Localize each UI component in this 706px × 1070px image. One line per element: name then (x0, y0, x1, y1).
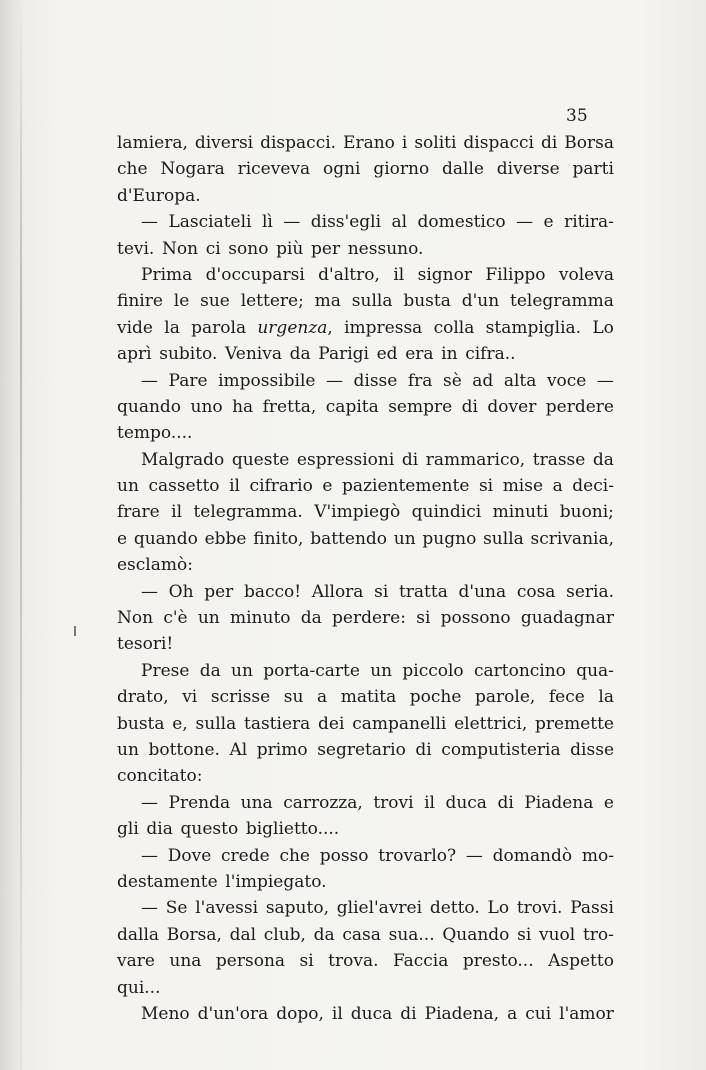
text-line: d'Europa. (117, 185, 201, 206)
text-line: tesori! (117, 634, 174, 655)
text-line: Non c'è un minuto da perdere: si possono guadagnar (117, 608, 614, 629)
text-line: tempo.... (117, 423, 193, 444)
text-line: drato, vi scrisse su a matita poche parole, fece la (117, 687, 614, 708)
text-line: busta e, sulla tastiera dei campanelli elettrici, premette (117, 713, 614, 734)
text-line: concitato: (117, 766, 203, 787)
text-line: aprì subito. Veniva da Parigi ed era in cifra.. (117, 344, 516, 365)
text-line: Meno d'un'ora dopo, il duca di Piadena, a cui l'amor (141, 1003, 614, 1024)
page-spine-shadow (20, 0, 22, 1070)
text-line: finire le sue lettere; ma sulla busta d'un telegramma (117, 291, 614, 312)
page-number: 35 (566, 106, 588, 126)
text-line: tevi. Non ci sono più per nessuno. (117, 238, 424, 259)
text-line: e quando ebbe finito, battendo un pugno sulla scrivania, (117, 528, 614, 549)
text-line: frare il telegramma. V'impiegò quindici minuti buoni; (117, 502, 614, 523)
text-line: quando uno ha fretta, capita sempre di dover perdere (117, 396, 614, 417)
text-line: che Nogara riceveva ogni giorno dalle diverse parti (117, 159, 614, 180)
text-line: — Prenda una carrozza, trovi il duca di Piadena e (141, 792, 614, 813)
text-line: Malgrado queste espressioni di rammarico, trasse da (141, 449, 614, 470)
text-line: — Pare impossibile — disse fra sè ad alta voce — (141, 370, 614, 391)
text-line: un bottone. Al primo segretario di computisteria disse (117, 739, 614, 760)
text-line: destamente l'impiegato. (117, 871, 327, 892)
text-line: — Lasciateli lì — diss'egli al domestico — e ritira- (141, 212, 614, 233)
text-line: dalla Borsa, dal club, da casa sua... Quando si vuol tro- (117, 924, 614, 945)
text-line: gli dia questo biglietto.... (117, 819, 340, 840)
text-line: — Dove crede che posso trovarlo? — domandò mo- (141, 845, 614, 866)
text-line: Prima d'occuparsi d'altro, il signor Filippo voleva (141, 264, 614, 285)
text-line: vare una persona si trova. Faccia presto... Aspetto (117, 951, 614, 972)
text-line: vide la parola urgenza, impressa colla stampiglia. Lo (117, 317, 614, 338)
text-line: esclamò: (117, 555, 193, 576)
margin-mark (74, 626, 76, 636)
text-line: qui... (117, 977, 161, 998)
text-line: lamiera, diversi dispacci. Erano i soliti dispacci di Borsa (117, 133, 614, 153)
body-text (117, 130, 614, 1027)
text-line: un cassetto il cifrario e pazientemente si mise a deci- (117, 476, 614, 497)
text-line: Prese da un porta-carte un piccolo cartoncino qua- (141, 660, 614, 681)
text-line: — Se l'avessi saputo, gliel'avrei detto. Lo trovi. Passi (141, 898, 614, 919)
text-line: — Oh per bacco! Allora si tratta d'una cosa seria. (141, 581, 614, 602)
